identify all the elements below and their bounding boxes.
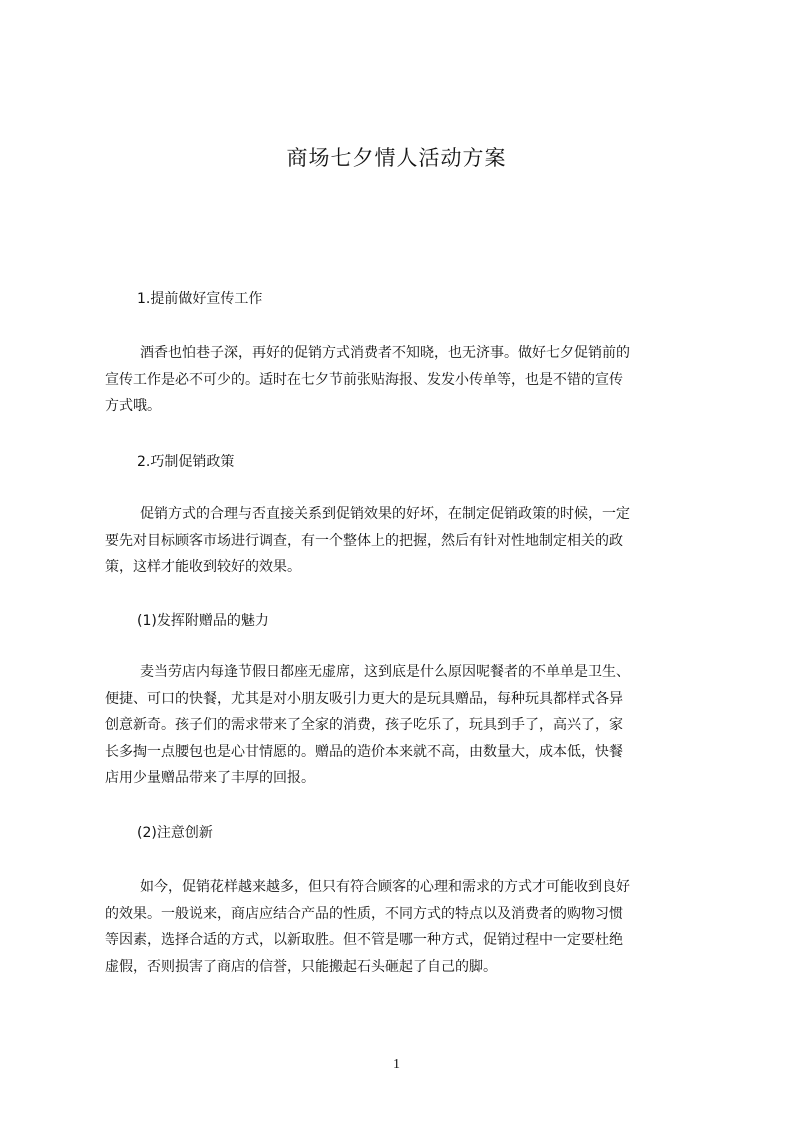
paragraph-line: 如今，促销花样越来越多，但只有符合顾客的心理和需求的方式才可能收到良好 — [140, 879, 630, 895]
section-paragraph-3 — [105, 659, 701, 792]
paragraph-line: 虚假，否则损害了商店的信誉，只能搬起石头砸起了自己的脚。 — [105, 958, 497, 975]
paragraph-line: 方式哦。 — [105, 398, 161, 414]
paragraph-line: 策，这样才能收到较好的效果。 — [105, 559, 301, 575]
paragraph-line: 要先对目标顾客市场进行调查，有一个整体上的把握，然后有针对性地制定相关的政 — [105, 532, 623, 549]
paragraph-line: 店用少量赠品带来了丰厚的回报。 — [105, 770, 315, 786]
section-heading-1: 1.提前做好宣传工作 — [137, 291, 263, 307]
paragraph-line: 宣传工作是必不可少的。适时在七夕节前张贴海报、发发小传单等，也是不错的宣传 — [105, 371, 623, 388]
paragraph-line: 便捷、可口的快餐，尤其是对小朋友吸引力更大的是玩具赠品，每种玩具都样式各异 — [105, 690, 623, 707]
paragraph-line: 促销方式的合理与否直接关系到促销效果的好坏，在制定促销政策的时候，一定 — [140, 506, 630, 522]
section-paragraph-2 — [105, 501, 701, 581]
paragraph-line: 的效果。一般说来，商店应结合产品的性质，不同方式的特点以及消费者的购物习惯 — [105, 905, 623, 922]
paragraph-line: 等因素，选择合适的方式，以新取胜。但不管是哪一种方式，促销过程中一定要杜绝 — [105, 932, 623, 948]
paragraph-line: 创意新奇。孩子们的需求带来了全家的消费，孩子吃乐了，玩具到手了，高兴了，家 — [105, 717, 623, 733]
paragraph-line: 酒香也怕巷子深，再好的促销方式消费者不知晓，也无济事。做好七夕促销前的 — [140, 345, 630, 361]
section-heading-3: (1)发挥附赠品的魅力 — [137, 613, 269, 629]
section-paragraph-1 — [105, 340, 701, 420]
section-heading-2: 2.巧制促销政策 — [137, 454, 235, 470]
paragraph-line: 麦当劳店内每逢节假日都座无虚席，这到底是什么原因呢餐者的不单单是卫生、 — [140, 664, 630, 680]
section-paragraph-4 — [105, 874, 701, 980]
section-heading-4: (2)注意创新 — [137, 825, 213, 841]
paragraph-line: 长多掏一点腰包也是心甘情愿的。赠品的造价本来就不高，由数量大，成本低，快餐 — [105, 743, 623, 760]
document-title: 商场七夕情人活动方案 — [286, 146, 507, 170]
page-number: 1 — [393, 1057, 400, 1072]
